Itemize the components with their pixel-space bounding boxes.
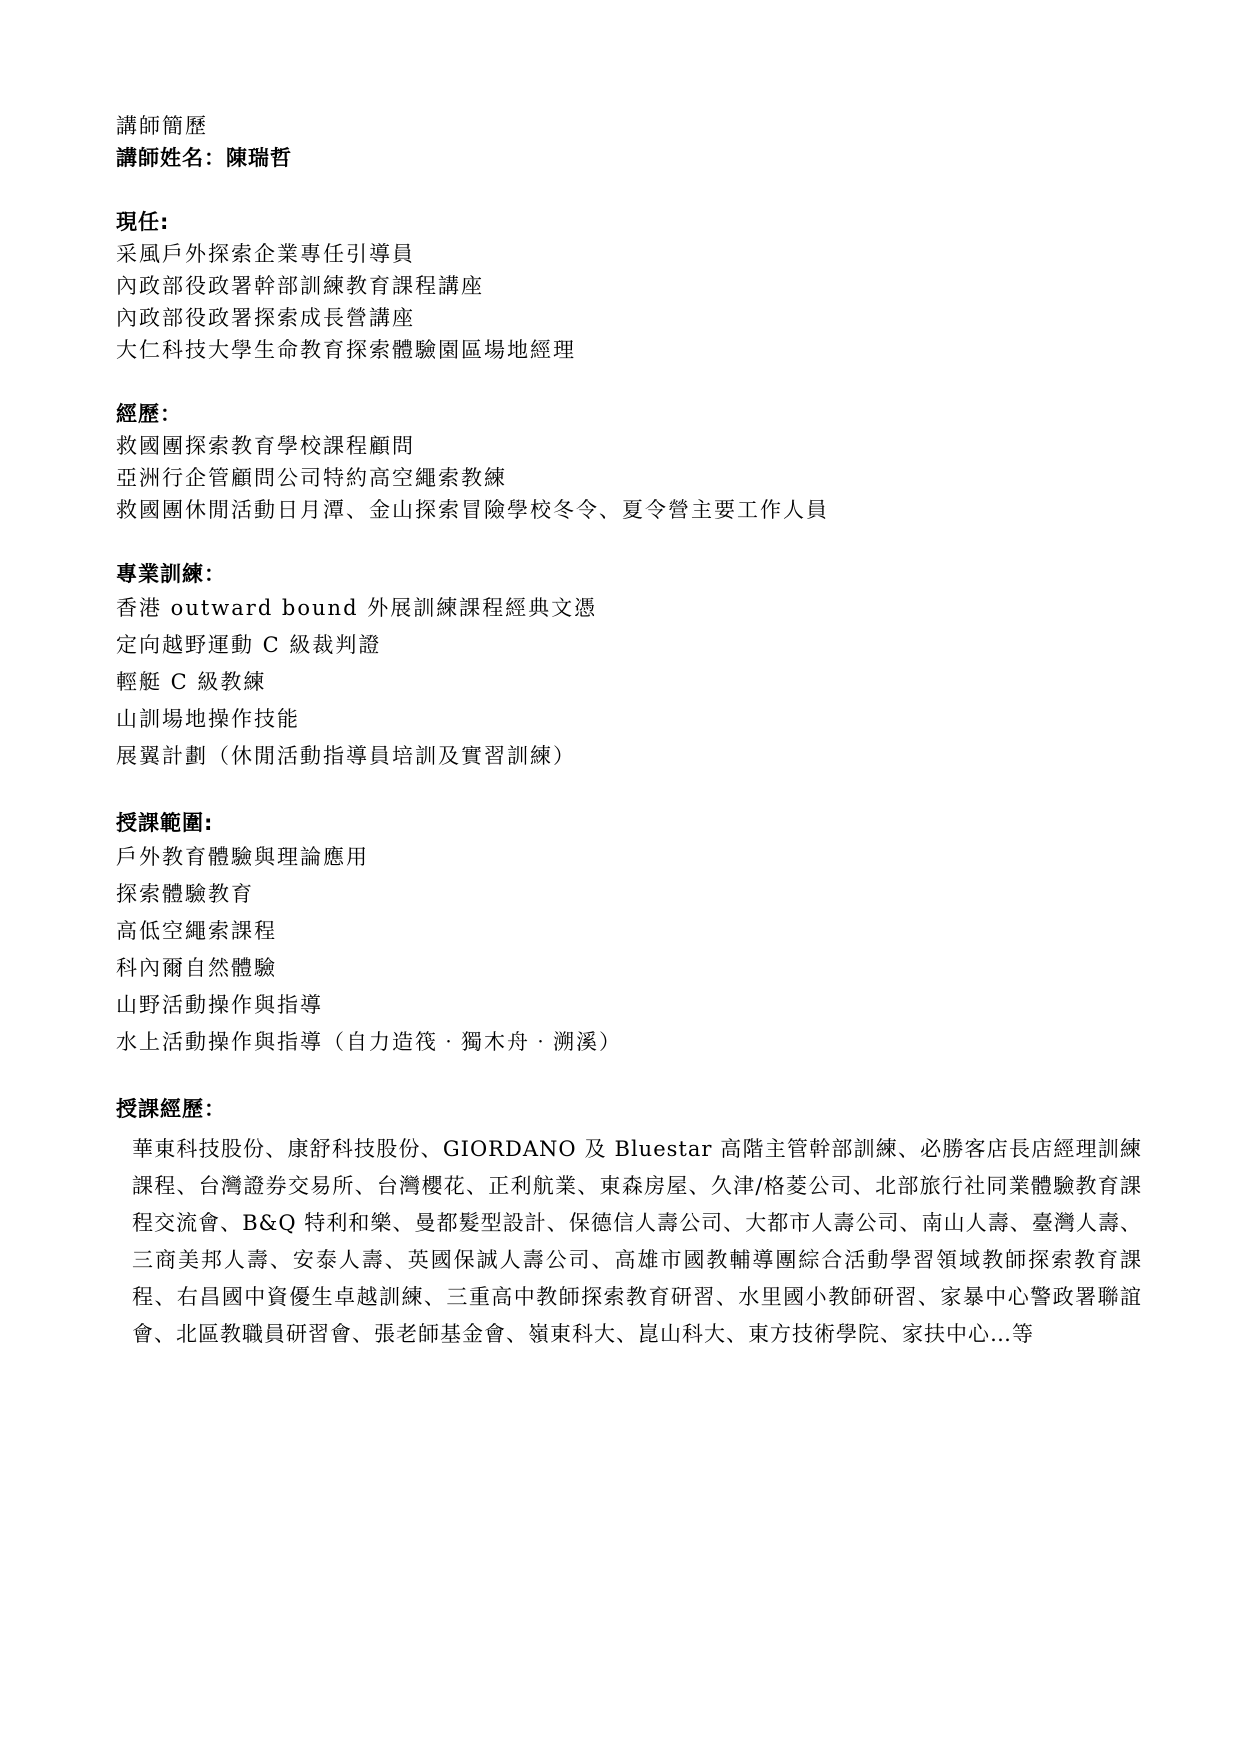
list-item: 救國團探索教育學校課程顧問 bbox=[116, 434, 415, 458]
list-item: 水上活動操作與指導（自力造筏‧獨木舟‧溯溪） bbox=[116, 1030, 622, 1054]
list-item: 科內爾自然體驗 bbox=[116, 956, 277, 980]
list-item: 定向越野運動 C 級裁判證 bbox=[116, 633, 382, 657]
item-list bbox=[116, 590, 1136, 775]
list-item: 香港 outward bound 外展訓練課程經典文憑 bbox=[116, 596, 598, 620]
list-item: 山野活動操作與指導 bbox=[116, 993, 323, 1017]
list-item: 探索體驗教育 bbox=[116, 882, 254, 906]
section-heading: 授課經歷： bbox=[116, 1097, 226, 1121]
section-heading: 經歷： bbox=[116, 402, 182, 426]
list-item: 展翼計劃（休閒活動指導員培訓及實習訓練） bbox=[116, 744, 576, 768]
list-item: 救國團休閒活動日月潭、金山探索冒險學校冬令、夏令營主要工作人員 bbox=[116, 498, 829, 522]
list-item: 亞洲行企管顧問公司特約高空繩索教練 bbox=[116, 466, 507, 490]
section-heading: 專業訓練： bbox=[116, 562, 226, 586]
teaching-experience-paragraph: 華東科技股份、康舒科技股份、GIORDANO 及 Bluestar 高階主管幹部訓練、必勝客店長店經理訓練課程、台灣證券交易所、台灣櫻花、正利航業、東森房屋、久津/格菱公司、北部旅行社同業體驗教育課程交流會、B&Q 特利和樂、曼都髮型設計、保德信人壽公司、大都市人壽公司、南山人壽、臺灣人壽、三商美邦人壽、安泰人壽、英國保誠人壽公司、高雄市國教輔導團綜合活動學習領域教師探索教育課程、右昌國中資優生卓越訓練、三重高中教師探索教育研習、水里國小教師研習、家暴中心警政署聯誼會、北區教職員研習會、張老師基金會、嶺東科大、崑山科大、東方技術學院、家扶中心…等 bbox=[132, 1137, 1142, 1346]
section-experience bbox=[116, 398, 1136, 526]
instructor-name: 講師姓名：陳瑞哲 bbox=[116, 146, 292, 170]
list-item: 山訓場地操作技能 bbox=[116, 707, 300, 731]
item-list bbox=[116, 238, 1136, 366]
list-item: 內政部役政署探索成長營講座 bbox=[116, 306, 415, 330]
item-list bbox=[116, 839, 1136, 1061]
section-heading: 現任: bbox=[116, 210, 170, 234]
section-teaching-experience bbox=[116, 1093, 1142, 1353]
section-current-positions bbox=[116, 206, 1136, 366]
item-list bbox=[116, 430, 1136, 526]
list-item: 高低空繩索課程 bbox=[116, 919, 277, 943]
list-item: 采風戶外探索企業專任引導員 bbox=[116, 242, 415, 266]
section-teaching-scope bbox=[116, 807, 1136, 1061]
list-item: 戶外教育體驗與理論應用 bbox=[116, 845, 369, 869]
section-heading: 授課範圍: bbox=[116, 811, 214, 835]
list-item: 大仁科技大學生命教育探索體驗園區場地經理 bbox=[116, 338, 576, 362]
section-professional-training bbox=[116, 558, 1136, 775]
list-item: 輕艇 C 級教練 bbox=[116, 670, 267, 694]
list-item: 內政部役政署幹部訓練教育課程講座 bbox=[116, 274, 484, 298]
document-page bbox=[116, 110, 1142, 1353]
document-caption: 講師簡歷 bbox=[116, 114, 208, 138]
